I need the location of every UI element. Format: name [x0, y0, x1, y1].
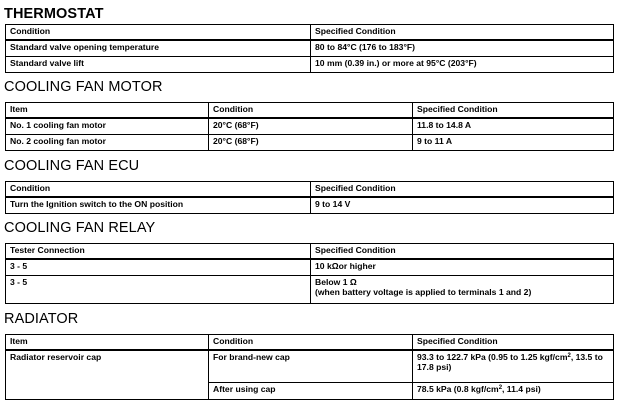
- table-header-row: [6, 335, 614, 351]
- spec-line: Below 1 Ω: [315, 277, 357, 287]
- table-row: [6, 40, 614, 57]
- spec-text: 93.3 to 122.7 kPa (0.95 to 1.25 kgf/cm: [417, 352, 568, 362]
- table-cell: 80 to 84°C (176 to 183°F): [311, 40, 614, 57]
- table-row: [6, 57, 614, 73]
- table-cell: 9 to 11 A: [413, 135, 614, 151]
- table-header-row: [6, 244, 614, 260]
- table-cell: For brand-new cap: [209, 350, 413, 382]
- table-cell: 3 - 5: [6, 259, 311, 276]
- spec-note: (when battery voltage is applied to terminals 1 and 2): [315, 287, 532, 297]
- table-header-row: [6, 25, 614, 41]
- superscript: 2: [567, 353, 571, 359]
- table-header-row: [6, 182, 614, 198]
- table-row: [6, 276, 614, 304]
- fan-relay-table: [5, 243, 614, 304]
- header-cell: Tester Connection: [6, 244, 311, 260]
- header-cell: Item: [6, 335, 209, 351]
- table-cell: No. 2 cooling fan motor: [6, 135, 209, 151]
- thermostat-table: [5, 24, 614, 73]
- table-header-row: [6, 103, 614, 119]
- header-cell: Condition: [209, 335, 413, 351]
- radiator-title: RADIATOR: [4, 311, 79, 327]
- spec-text: , 11.4 psi): [502, 383, 541, 394]
- table-cell: After using cap: [209, 382, 413, 400]
- table-cell: Radiator reservoir cap: [6, 350, 209, 382]
- table-cell: Standard valve lift: [6, 57, 311, 73]
- table-cell: 9 to 14 V: [311, 197, 614, 214]
- spec-text: , 13.5 to 17.8 psi): [417, 352, 603, 372]
- fan-motor-title: COOLING FAN MOTOR: [4, 79, 163, 95]
- table-cell: 10 kΩor higher: [311, 259, 614, 276]
- header-cell: Specified Condition: [413, 103, 614, 119]
- radiator-table: [5, 334, 614, 400]
- table-cell: 3 - 5: [6, 276, 311, 304]
- table-cell: No. 1 cooling fan motor: [6, 118, 209, 135]
- table-row: [6, 135, 614, 151]
- fan-ecu-table: [5, 181, 614, 214]
- header-cell: Condition: [6, 182, 311, 198]
- table-row: [6, 118, 614, 135]
- header-cell: Specified Condition: [311, 182, 614, 198]
- header-cell: Specified Condition: [413, 335, 614, 351]
- header-cell: Specified Condition: [311, 244, 614, 260]
- header-cell: Condition: [6, 25, 311, 41]
- thermostat-title: THERMOSTAT: [4, 6, 104, 22]
- superscript: 2: [498, 384, 503, 391]
- table-row: [6, 197, 614, 214]
- table-row: [6, 350, 614, 382]
- table-cell: [413, 350, 614, 382]
- table-cell: 20°C (68°F): [209, 118, 413, 135]
- table-row: [6, 382, 614, 400]
- table-row: [6, 259, 614, 276]
- table-cell: 11.8 to 14.8 A: [413, 118, 614, 135]
- table-cell: [311, 276, 614, 304]
- fan-relay-title: COOLING FAN RELAY: [4, 220, 156, 236]
- fan-motor-table: [5, 102, 614, 151]
- table-cell: Turn the Ignition switch to the ON position: [6, 197, 311, 214]
- table-cell: Standard valve opening temperature: [6, 40, 311, 57]
- table-cell: [413, 382, 614, 400]
- table-cell: [6, 382, 209, 400]
- table-cell: 10 mm (0.39 in.) or more at 95°C (203°F): [311, 57, 614, 73]
- fan-ecu-title: COOLING FAN ECU: [4, 158, 140, 174]
- table-cell: 20°C (68°F): [209, 135, 413, 151]
- header-cell: Condition: [209, 103, 413, 119]
- header-cell: Specified Condition: [311, 25, 614, 41]
- spec-text: 78.5 kPa (0.8 kgf/cm: [417, 383, 499, 394]
- header-cell: Item: [6, 103, 209, 119]
